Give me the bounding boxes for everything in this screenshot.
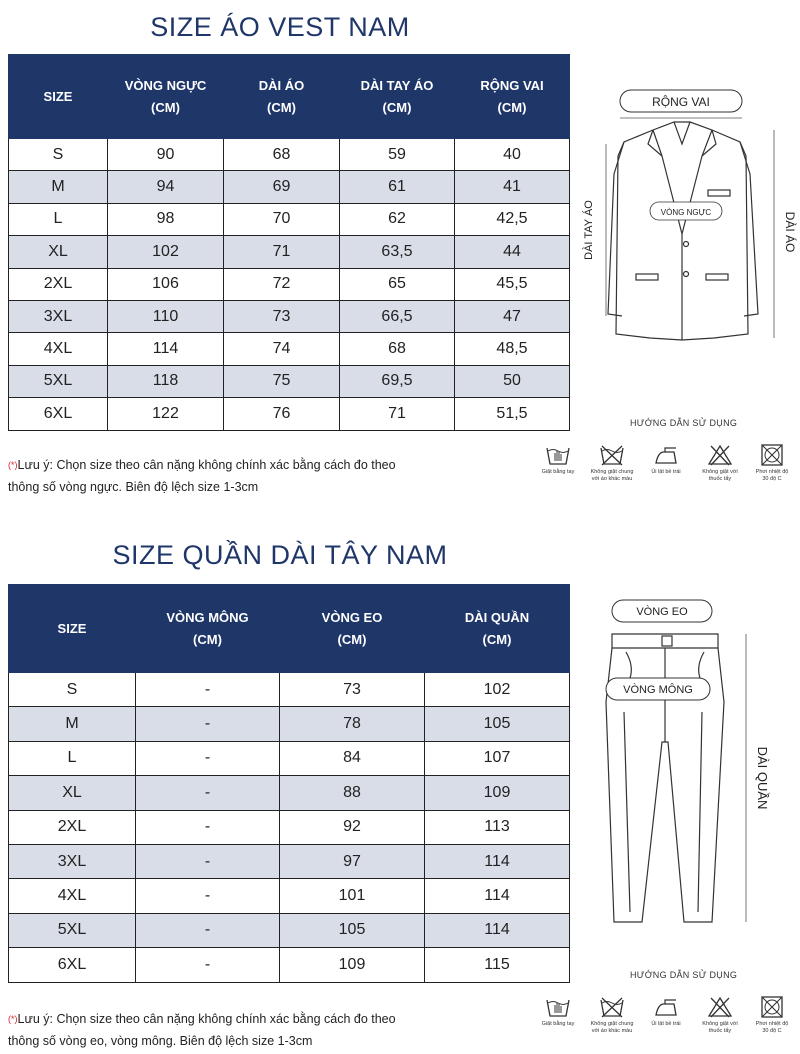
no-machine-wash-icon bbox=[599, 996, 625, 1018]
header-shoulder: RỘNG VAI (CM) bbox=[455, 55, 570, 139]
table-row: 2XL - 92 113 bbox=[9, 810, 570, 844]
dry-icon bbox=[759, 444, 785, 466]
vest-size-table bbox=[8, 54, 570, 431]
care-item: Không giặt chung với áo khác màu bbox=[584, 444, 640, 483]
waist-label: VÒNG EO bbox=[636, 606, 688, 618]
no-machine-wash-icon bbox=[599, 444, 625, 466]
no-bleach-icon bbox=[707, 444, 733, 466]
pants-size-note: (*)Lưu ý: Chọn size theo cân nặng không chính xác bằng cách đo theo thông số vòng eo, vòng mông. Biên độ lệch size 1-3cm bbox=[8, 1012, 396, 1048]
care-item: Phơi nhiệt độ 30 độ C bbox=[744, 444, 800, 483]
note-marker: (*) bbox=[8, 1014, 18, 1024]
table-row: 6XL - 109 115 bbox=[9, 948, 570, 982]
table-row: 2XL 106 72 65 45,5 bbox=[9, 268, 570, 300]
table-row: M - 78 105 bbox=[9, 707, 570, 741]
vest-size-note: (*)Lưu ý: Chọn size theo cân nặng không chính xác bằng cách đo theo thông số vòng ngực. Biên độ lệch size 1-3cm bbox=[8, 458, 396, 494]
care-item: Không giặt với thuốc tẩy bbox=[692, 444, 748, 483]
table-row: M 94 69 61 41 bbox=[9, 171, 570, 203]
table-header-row bbox=[9, 585, 570, 673]
care-item: Không giặt với thuốc tẩy bbox=[692, 996, 748, 1035]
care-item: Không giặt chung với áo khác màu bbox=[584, 996, 640, 1035]
pants-size-title: SIZE QUẦN DÀI TÂY NAM bbox=[112, 540, 448, 570]
hand-wash-icon bbox=[545, 444, 571, 466]
table-row: S 90 68 59 40 bbox=[9, 139, 570, 171]
care-icons bbox=[530, 444, 798, 494]
table-row: 5XL 118 75 69,5 50 bbox=[9, 365, 570, 397]
table-row: S - 73 102 bbox=[9, 673, 570, 707]
care-guide-title: HƯỚNG DẪN SỬ DỤNG bbox=[630, 418, 738, 428]
table-header-row bbox=[9, 55, 570, 139]
care-icons bbox=[530, 996, 798, 1046]
no-bleach-icon bbox=[707, 996, 733, 1018]
header-hip: VÒNG MÔNG (CM) bbox=[136, 585, 280, 673]
table-row: 5XL - 105 114 bbox=[9, 913, 570, 947]
pants-illustration bbox=[590, 592, 790, 936]
header-length: DÀI QUẦN (CM) bbox=[425, 585, 570, 673]
pants-outline bbox=[606, 634, 724, 922]
shoulder-label: RỘNG VAI bbox=[652, 95, 710, 109]
header-chest: VÒNG NGỰC (CM) bbox=[108, 55, 224, 139]
iron-icon bbox=[653, 996, 679, 1018]
table-row: 4XL - 101 114 bbox=[9, 879, 570, 913]
care-item: Ủi lật bề trái bbox=[638, 444, 694, 476]
header-length: DÀI ÁO (CM) bbox=[224, 55, 340, 139]
hand-wash-icon bbox=[545, 996, 571, 1018]
header-waist: VÒNG EO (CM) bbox=[280, 585, 425, 673]
header-size: SIZE bbox=[9, 585, 136, 673]
sleeve-label: DÀI TAY ÁO bbox=[583, 200, 595, 260]
table-row: XL - 88 109 bbox=[9, 776, 570, 810]
iron-icon bbox=[653, 444, 679, 466]
length-label: DÀI ÁO bbox=[783, 211, 797, 253]
length-label: DÀI QUẦN bbox=[755, 746, 770, 810]
table-row: L - 84 107 bbox=[9, 741, 570, 775]
table-row: 3XL - 97 114 bbox=[9, 844, 570, 878]
header-size: SIZE bbox=[9, 55, 108, 139]
hip-label: VÒNG MÔNG bbox=[623, 684, 693, 696]
table-row: L 98 70 62 42,5 bbox=[9, 203, 570, 235]
care-guide-title: HƯỚNG DẪN SỬ DỤNG bbox=[630, 970, 738, 980]
note-marker: (*) bbox=[8, 460, 18, 470]
chest-label: VÒNG NGỰC bbox=[660, 208, 712, 217]
dry-icon bbox=[759, 996, 785, 1018]
table-row: 4XL 114 74 68 48,5 bbox=[9, 333, 570, 365]
table-row: 6XL 122 76 71 51,5 bbox=[9, 398, 570, 430]
pants-size-table bbox=[8, 584, 570, 983]
header-sleeve: DÀI TAY ÁO (CM) bbox=[340, 55, 455, 139]
table-row: 3XL 110 73 66,5 47 bbox=[9, 300, 570, 332]
care-item: Giặt bằng tay bbox=[530, 444, 586, 476]
care-item: Ủi lật bề trái bbox=[638, 996, 694, 1028]
table-row: XL 102 71 63,5 44 bbox=[9, 236, 570, 268]
care-item: Phơi nhiệt độ 30 độ C bbox=[744, 996, 800, 1035]
vest-size-title: SIZE ÁO VEST NAM bbox=[150, 12, 410, 42]
care-item: Giặt bằng tay bbox=[530, 996, 586, 1028]
jacket-outline bbox=[608, 122, 758, 340]
vest-illustration bbox=[578, 84, 797, 354]
